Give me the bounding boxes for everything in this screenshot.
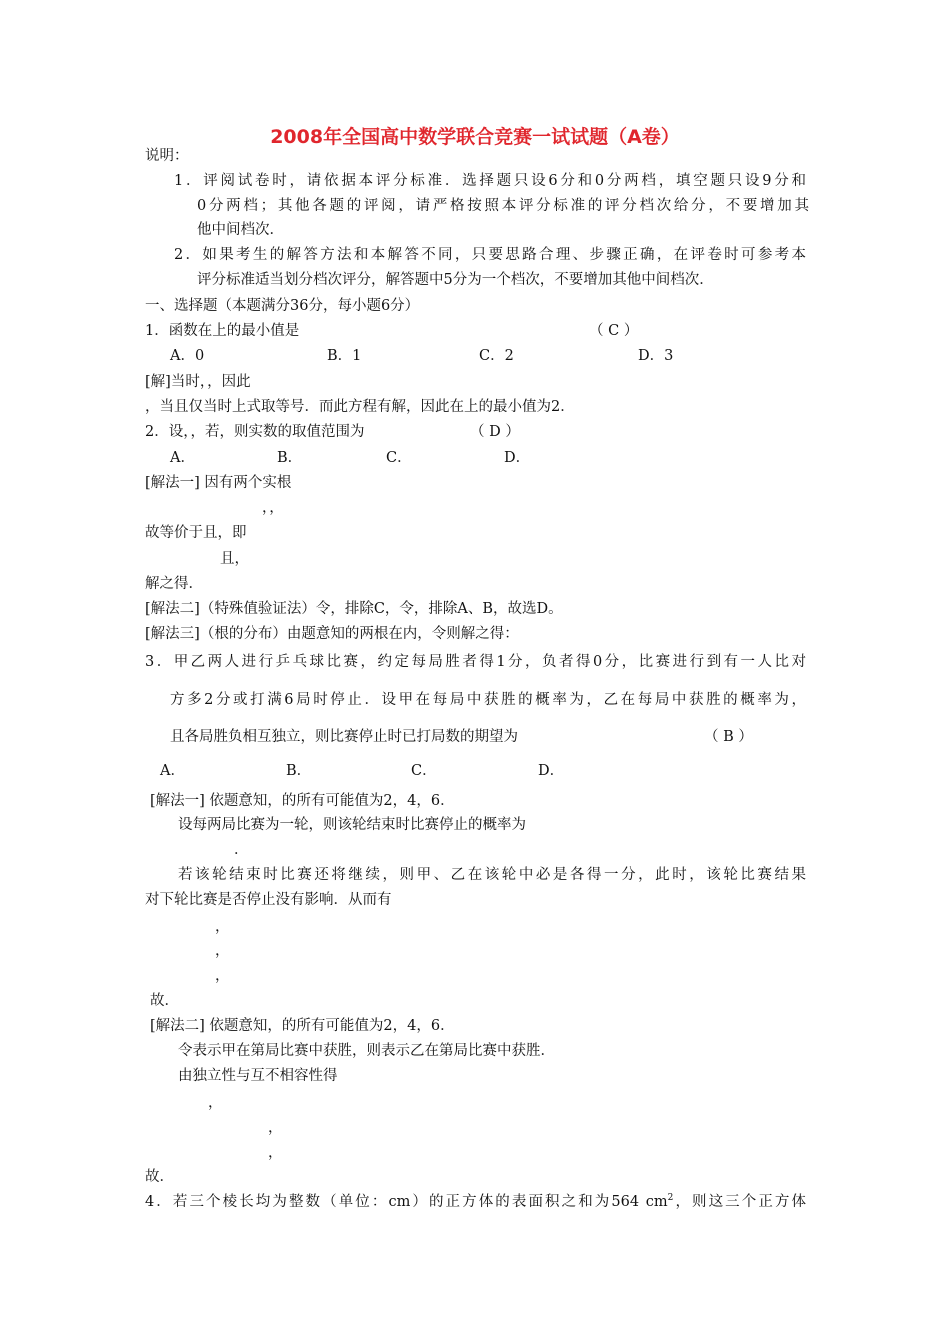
q1-solution-line-1: [解]当时，，因此 [145,374,251,390]
q3-solution1-line-3: ． [234,842,249,858]
q2-solution-line-6: [解法二]（特殊值验证法）令，排除C，令，排除A、B，故选D。 [145,601,563,617]
q3-solution2-line-4: ， [208,1095,223,1111]
q1-option-a: A．0 [170,348,205,364]
q3-stem-line-1: 3．甲乙两人进行乒乓球比赛，约定每局胜者得1分，负者得0分，比赛进行到有一人比对 [145,654,806,670]
q1-option-b: B．1 [327,348,362,364]
intro-item-1-line-1: 1．评阅试卷时，请依据本评分标准．选择题只设6分和0分两档，填空题只设9分和 [174,173,806,189]
q3-option-d: D． [538,763,565,779]
q3-solution1-line-5: 对下轮比赛是否停止没有影响．从而有 [145,892,392,908]
intro-item-1-line-3: 他中间档次． [197,222,284,238]
q2-solution-line-4: 且， [220,551,249,567]
q4-stem-part-2: ，则这三个正方体 [673,1194,807,1210]
q3-solution1-line-8: ， [215,968,230,984]
q3-solution2-line-6: ， [268,1145,283,1161]
q2-solution-line-1: [解法一] 因有两个实根 [145,475,292,491]
q3-solution1-line-7: ， [215,943,230,959]
q3-stem-line-3: 且各局胜负相互独立，则比赛停止时已打局数的期望为 [170,729,518,745]
intro-item-1-line-2: 0分两档；其他各题的评阅，请严格按照本评分标准的评分档次给分，不要增加其 [197,198,809,214]
q3-option-b: B． [286,763,312,779]
q3-stem-line-2: 方多2分或打满6局时停止．设甲在每局中获胜的概率为，乙在每局中获胜的概率为， [170,692,806,708]
q4-stem-superscript: 2 [667,1193,674,1204]
q1-option-c: C．2 [479,348,514,364]
q4-stem [145,1192,806,1212]
q2-solution-line-2: ，， [262,500,284,516]
page-title: 2008年全国高中数学联合竞赛一试试题（A卷） [270,126,680,148]
q3-solution2-line-1: [解法二] 依题意知，的所有可能值为2，4，6． [150,1018,455,1034]
q2-option-d: D． [504,450,531,466]
q3-solution2-line-2: 令表示甲在第局比赛中获胜，则表示乙在第局比赛中获胜． [178,1043,555,1059]
q2-option-b: B． [277,450,303,466]
q2-stem: 2．设，，若，则实数的取值范围为 [145,424,365,440]
intro-label: 说明： [145,148,189,164]
q3-answer: （ B ） [704,729,753,745]
q2-option-a: A． [170,450,195,466]
q3-solution2-line-7: 故． [145,1169,174,1185]
q1-option-d: D．3 [638,348,674,364]
q2-solution-line-7: [解法三]（根的分布）由题意知的两根在内，令则解之得： [145,626,519,642]
q3-solution1-line-2: 设每两局比赛为一轮，则该轮结束时比赛停止的概率为 [178,817,526,833]
q1-solution-line-2: ，当且仅当时上式取等号．而此方程有解，因此在上的最小值为2． [145,399,575,415]
q1-stem: 1．函数在上的最小值是 [145,323,300,339]
section-heading: 一、选择题（本题满分36分，每小题6分） [145,298,420,314]
q3-option-a: A． [160,763,185,779]
q3-solution2-line-3: 由独立性与互不相容性得 [178,1068,338,1084]
q3-solution2-line-5: ， [268,1120,283,1136]
q2-option-c: C． [386,450,412,466]
q3-option-c: C． [411,763,437,779]
q3-solution1-line-6: ， [215,919,230,935]
q2-solution-line-3: 故等价于且，即 [145,525,247,541]
q2-solution-line-5: 解之得． [145,576,203,592]
intro-item-2-line-2: 评分标准适当划分档次评分，解答题中5分为一个档次，不要增加其他中间档次． [197,272,714,288]
q1-answer: （ C ） [589,323,639,339]
intro-item-2-line-1: 2．如果考生的解答方法和本解答不同，只要思路合理、步骤正确，在评卷时可参考本 [174,247,806,263]
q3-solution1-line-1: [解法一] 依题意知，的所有可能值为2，4，6． [150,793,455,809]
q3-solution1-line-4: 若该轮结束时比赛还将继续，则甲、乙在该轮中必是各得一分，此时，该轮比赛结果 [178,867,806,883]
q4-stem-part-1: 4．若三个棱长均为整数（单位：cm）的正方体的表面积之和为564 cm [145,1194,668,1210]
q2-answer: （ D ） [470,424,520,440]
q3-solution1-line-9: 故． [150,993,179,1009]
